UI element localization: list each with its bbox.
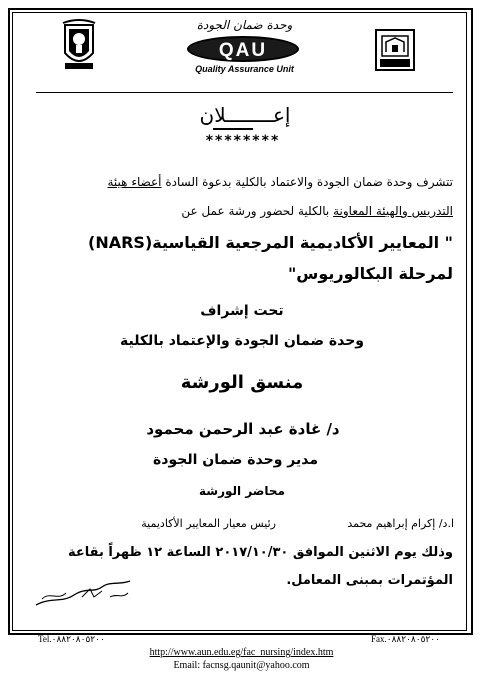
coordinator-label: منسق الورشة <box>180 372 304 393</box>
title-underline <box>213 128 253 130</box>
body-line-2-text: بالكلية لحضور ورشة عمل عن <box>181 204 334 218</box>
header-divider <box>36 92 453 93</box>
date-line: وذلك يوم الاثنين الموافق ٢٠١٧/١٠/٣٠ الساعة ١٢ ظهراً بقاعة <box>67 545 453 560</box>
body-line-2 <box>181 204 453 218</box>
lecturer-label: محاضر الورشة <box>199 484 285 498</box>
footer-telephone: Tel.٠٨٨٢٠٨٠٥٢٠٠ <box>38 634 105 644</box>
qau-logo <box>153 18 336 80</box>
coordinator-name: د/ غادة عبد الرحمن محمود <box>146 420 340 438</box>
university-emblem-icon <box>374 28 416 72</box>
coordinator-title: مدير وحدة ضمان الجودة <box>153 452 318 468</box>
unit-name-arabic: وحدة ضمان الجودة <box>196 18 293 32</box>
qau-logo-text: QAU <box>187 36 299 62</box>
faculty-members-text: أعضاء هيئة <box>107 175 162 189</box>
title-stars: ******** <box>205 133 281 149</box>
supervisor-name: وحدة ضمان الجودة والإعتماد بالكلية <box>120 333 364 349</box>
workshop-topic: " المعايير الأكاديمية المرجعية القياسية(NARS) <box>88 233 453 252</box>
body-line-1-text: تتشرف وحدة ضمان الجودة والاعتماد بالكلية بدعوة السادة <box>161 175 453 189</box>
venue-line: المؤتمرات بمبنى المعامل. <box>286 573 453 588</box>
announcement-title: إعــــــــلان <box>199 103 291 127</box>
workshop-topic-stage: لمرحلة البكالوريوس" <box>287 264 453 283</box>
faculty-emblem-icon <box>59 19 99 71</box>
footer-fax: Fax.٠٨٨٢٠٨٠٥٢٠٠ <box>371 634 440 644</box>
staff-text: التدريس والهيئة المعاونة <box>333 204 453 218</box>
unit-name-english: Quality Assurance Unit <box>195 64 294 74</box>
supervision-label: تحت إشراف <box>200 303 284 319</box>
footer-email[interactable]: Email: facnsg.qaunit@yahoo.com <box>173 660 310 671</box>
footer-website-link[interactable]: http://www.aun.edu.eg/fac_nursing/index.htm <box>149 647 334 658</box>
handwritten-signature-icon <box>32 575 137 610</box>
lecturer-title: رئيس معيار المعايير الأكاديمية <box>141 517 276 530</box>
body-line-1 <box>108 175 454 189</box>
lecturer-name: ا.د/ إكرام إبراهيم محمد <box>347 517 454 530</box>
